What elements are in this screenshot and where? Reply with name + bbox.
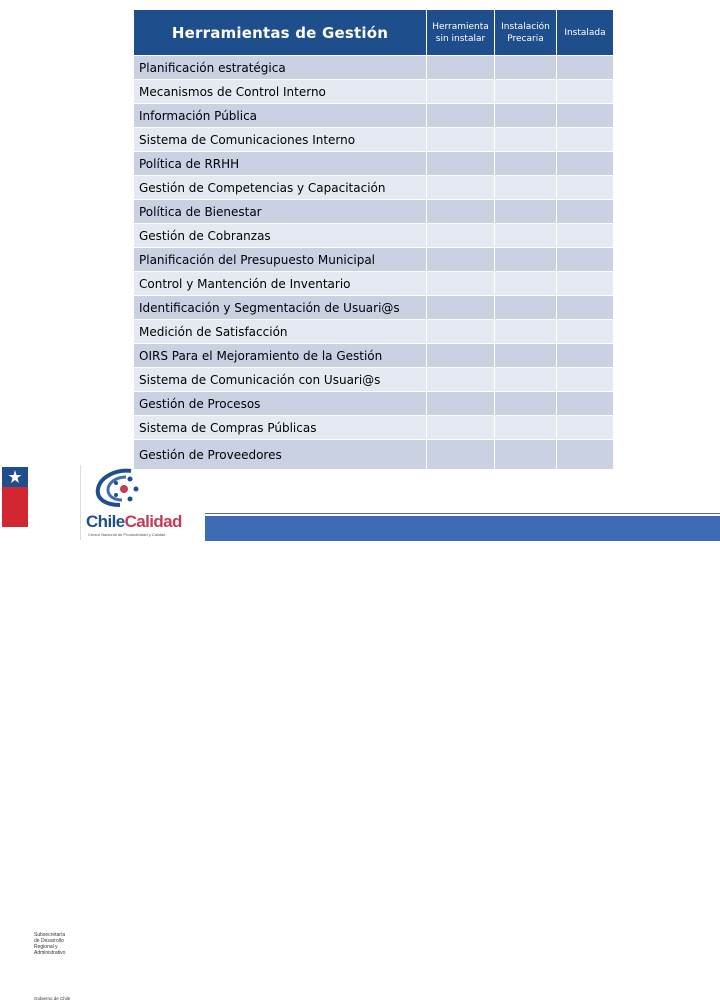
table-header-row xyxy=(134,10,614,56)
table-row xyxy=(134,224,614,248)
installed-cell xyxy=(557,200,614,224)
installed-cell xyxy=(557,272,614,296)
tool-name-cell: Sistema de Comunicaciones Interno xyxy=(134,128,427,152)
installed-cell xyxy=(557,416,614,440)
tool-name-cell: Gestión de Proveedores xyxy=(134,440,427,470)
header-not-installed-line2: sin instalar xyxy=(435,33,486,44)
header-precarious xyxy=(495,10,557,56)
table-row xyxy=(134,176,614,200)
table-row xyxy=(134,392,614,416)
table-row xyxy=(134,80,614,104)
table-row xyxy=(134,416,614,440)
gov-line-1: Subsecretaría xyxy=(34,932,66,938)
table-row xyxy=(134,248,614,272)
table-row xyxy=(134,368,614,392)
not-installed-cell xyxy=(427,176,495,200)
tool-name-cell: Gestión de Cobranzas xyxy=(134,224,427,248)
table-row xyxy=(134,296,614,320)
chilecalidad-subtitle: Centro Nacional de Productividad y Calidad xyxy=(88,532,166,537)
installed-cell xyxy=(557,104,614,128)
tool-name-cell: Control y Mantención de Inventario xyxy=(134,272,427,296)
precarious-cell xyxy=(495,176,557,200)
not-installed-cell xyxy=(427,296,495,320)
tool-name-cell: Medición de Satisfacción xyxy=(134,320,427,344)
table-row xyxy=(134,440,614,470)
installed-cell xyxy=(557,368,614,392)
not-installed-cell xyxy=(427,248,495,272)
tool-name-cell: Planificación estratégica xyxy=(134,56,427,80)
not-installed-cell xyxy=(427,392,495,416)
tool-name-cell: Sistema de Compras Públicas xyxy=(134,416,427,440)
tool-name-cell: Identificación y Segmentación de Usuari@s xyxy=(134,296,427,320)
precarious-cell xyxy=(495,128,557,152)
installed-cell xyxy=(557,392,614,416)
tool-name-cell: Gestión de Procesos xyxy=(134,392,427,416)
tool-name-cell: OIRS Para el Mejoramiento de la Gestión xyxy=(134,344,427,368)
installed-cell xyxy=(557,152,614,176)
not-installed-cell xyxy=(427,104,495,128)
tools-table xyxy=(134,10,614,470)
installed-cell xyxy=(557,296,614,320)
tool-name-cell: Política de Bienestar xyxy=(134,200,427,224)
precarious-cell xyxy=(495,416,557,440)
header-tools: Herramientas de Gestión xyxy=(134,10,427,56)
installed-cell xyxy=(557,320,614,344)
precarious-cell xyxy=(495,80,557,104)
table-row xyxy=(134,272,614,296)
installed-cell xyxy=(557,344,614,368)
gov-line-3: Regional y xyxy=(34,944,58,950)
precarious-cell xyxy=(495,440,557,470)
not-installed-cell xyxy=(427,368,495,392)
chilecalidad-logo-icon xyxy=(86,463,176,513)
not-installed-cell xyxy=(427,416,495,440)
tool-name-cell: Mecanismos de Control Interno xyxy=(134,80,427,104)
not-installed-cell xyxy=(427,128,495,152)
not-installed-cell xyxy=(427,344,495,368)
gov-footer-text: Gobierno de Chile xyxy=(34,996,71,1001)
installed-cell xyxy=(557,248,614,272)
precarious-cell xyxy=(495,56,557,80)
gov-line-4: Administrativo xyxy=(34,950,66,956)
not-installed-cell xyxy=(427,440,495,470)
installed-cell xyxy=(557,176,614,200)
not-installed-cell xyxy=(427,56,495,80)
table-row xyxy=(134,200,614,224)
not-installed-cell xyxy=(427,80,495,104)
installed-cell xyxy=(557,224,614,248)
table-row xyxy=(134,320,614,344)
header-installed: Instalada xyxy=(557,10,614,56)
installed-cell xyxy=(557,128,614,152)
not-installed-cell xyxy=(427,152,495,176)
tool-name-cell: Sistema de Comunicación con Usuari@s xyxy=(134,368,427,392)
tool-name-cell: Planificación del Presupuesto Municipal xyxy=(134,248,427,272)
table-row xyxy=(134,104,614,128)
not-installed-cell xyxy=(427,272,495,296)
table-row xyxy=(134,128,614,152)
precarious-cell xyxy=(495,368,557,392)
tool-name-cell: Información Pública xyxy=(134,104,427,128)
table-row xyxy=(134,152,614,176)
header-precarious-line2: Precaria xyxy=(507,33,544,44)
government-logo-text xyxy=(34,932,65,956)
precarious-cell xyxy=(495,344,557,368)
chilecalidad-wordmark xyxy=(86,512,182,532)
table-row xyxy=(134,56,614,80)
precarious-cell xyxy=(495,224,557,248)
installed-cell xyxy=(557,440,614,470)
precarious-cell xyxy=(495,320,557,344)
wordmark-calidad: Calidad xyxy=(124,512,182,531)
government-logo xyxy=(0,465,81,1001)
header-not-installed-line1: Herramienta xyxy=(432,21,489,32)
footer-bar xyxy=(205,513,720,541)
wordmark-chile: Chile xyxy=(86,512,125,531)
table-row xyxy=(134,344,614,368)
installed-cell xyxy=(557,80,614,104)
precarious-cell xyxy=(495,296,557,320)
tool-name-cell: Política de RRHH xyxy=(134,152,427,176)
tool-name-cell: Gestión de Competencias y Capacitación xyxy=(134,176,427,200)
chile-flag-icon xyxy=(0,465,30,540)
not-installed-cell xyxy=(427,320,495,344)
not-installed-cell xyxy=(427,200,495,224)
precarious-cell xyxy=(495,272,557,296)
precarious-cell xyxy=(495,392,557,416)
precarious-cell xyxy=(495,248,557,272)
header-precarious-line1: Instalación xyxy=(501,21,550,32)
precarious-cell xyxy=(495,104,557,128)
installed-cell xyxy=(557,56,614,80)
precarious-cell xyxy=(495,200,557,224)
precarious-cell xyxy=(495,152,557,176)
gov-line-2: de Desarrollo xyxy=(34,938,64,944)
header-not-installed xyxy=(427,10,495,56)
not-installed-cell xyxy=(427,224,495,248)
